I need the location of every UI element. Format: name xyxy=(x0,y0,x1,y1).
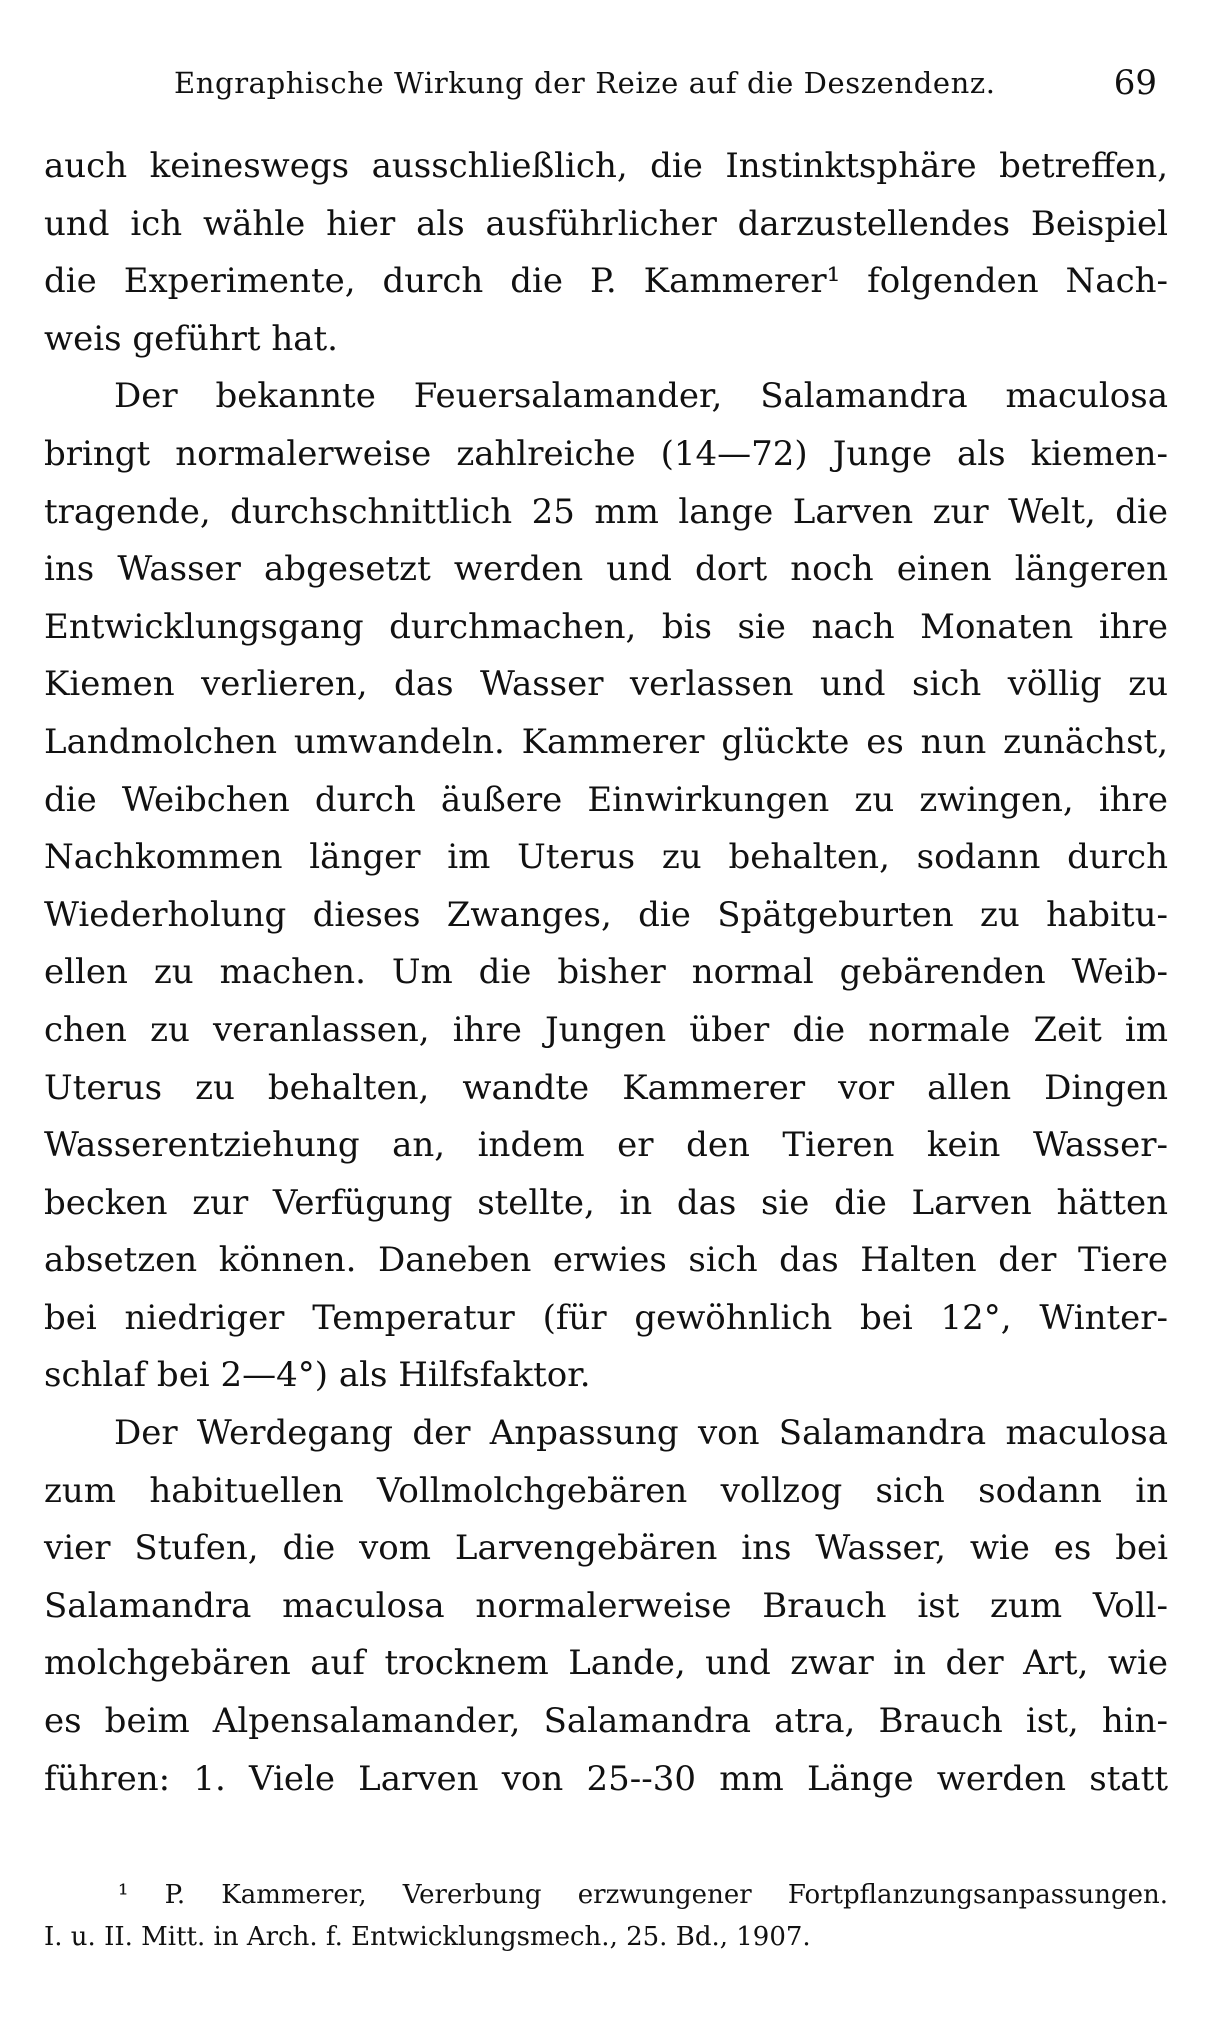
page-number: 69 xyxy=(1113,63,1157,103)
text-line: tragende, durchschnittlich 25 mm lange Larven zur Welt, die xyxy=(44,491,1168,532)
text-line: Landmolchen umwandeln. Kammerer glückte es nun zunächst, xyxy=(44,721,1168,762)
text-line: vier Stufen, die vom Larvengebären ins Wasser, wie es bei xyxy=(44,1528,1168,1569)
footnote-line: I. u. II. Mitt. in Arch. f. Entwicklungsmech., 25. Bd., 1907. xyxy=(44,1922,811,1952)
text-line: Salamandra maculosa normalerweise Brauch ist zum Voll- xyxy=(44,1585,1168,1626)
text-line: ellen zu machen. Um die bisher normal gebärenden Weib- xyxy=(44,952,1168,993)
text-line: bringt normalerweise zahlreiche (14—72) Junge als kiemen- xyxy=(44,433,1168,474)
text-line: becken zur Verfügung stellte, in das sie die Larven hätten xyxy=(44,1182,1168,1223)
text-line: molchgebären auf trocknem Lande, und zwar in der Art, wie xyxy=(44,1643,1168,1684)
text-line: bei niedriger Temperatur (für gewöhnlich bei 12°, Winter- xyxy=(44,1297,1168,1338)
text-line: weis geführt hat. xyxy=(44,318,338,359)
text-line: zum habituellen Vollmolchgebären vollzog sich sodann in xyxy=(44,1470,1168,1511)
text-line: Uterus zu behalten, wandte Kammerer vor allen Dingen xyxy=(44,1067,1168,1108)
text-line: Wasserentziehung an, indem er den Tieren kein Wasser- xyxy=(44,1125,1168,1166)
footnote-line: ¹ P. Kammerer, Vererbung erzwungener Fortpflanzungsanpassungen. xyxy=(118,1880,1168,1910)
text-line: Der Werdegang der Anpassung von Salamandra maculosa xyxy=(114,1413,1168,1454)
body-text xyxy=(44,138,1168,1808)
text-line: führen: 1. Viele Larven von 25--30 mm Länge werden statt xyxy=(44,1758,1168,1799)
text-line: auch keineswegs ausschließlich, die Instinktsphäre betreffen, xyxy=(44,146,1168,186)
text-line: Entwicklungsgang durchmachen, bis sie nach Monaten ihre xyxy=(44,606,1168,647)
text-line: die Weibchen durch äußere Einwirkungen zu zwingen, ihre xyxy=(44,779,1168,820)
running-title: Engraphische Wirkung der Reize auf die Deszendenz. xyxy=(174,66,996,100)
text-line: die Experimente, durch die P. Kammerer¹ folgenden Nach- xyxy=(44,261,1168,302)
text-line: Der bekannte Feuersalamander, Salamandra maculosa xyxy=(114,376,1168,417)
footnote xyxy=(44,1874,1168,1958)
paragraph-1 xyxy=(44,138,1168,368)
text-line: absetzen können. Daneben erwies sich das Halten der Tiere xyxy=(44,1240,1168,1281)
text-line: ins Wasser abgesetzt werden und dort noch einen längeren xyxy=(44,549,1168,590)
text-line: Kiemen verlieren, das Wasser verlassen und sich völlig zu xyxy=(44,664,1168,705)
text-line: schlaf bei 2—4°) als Hilfsfaktor. xyxy=(44,1355,591,1396)
paragraph-3 xyxy=(44,1405,1168,1808)
paragraph-2 xyxy=(44,368,1168,1405)
text-line: Wiederholung dieses Zwanges, die Spätgeburten zu habitu- xyxy=(44,894,1168,935)
text-line: es beim Alpensalamander, Salamandra atra, Brauch ist, hin- xyxy=(44,1701,1168,1742)
text-line: Nachkommen länger im Uterus zu behalten, sodann durch xyxy=(44,837,1168,878)
text-line: chen zu veranlassen, ihre Jungen über die normale Zeit im xyxy=(44,1009,1168,1050)
text-line: und ich wähle hier als ausführlicher darzustellendes Beispiel xyxy=(44,203,1168,244)
running-header xyxy=(44,58,1165,108)
